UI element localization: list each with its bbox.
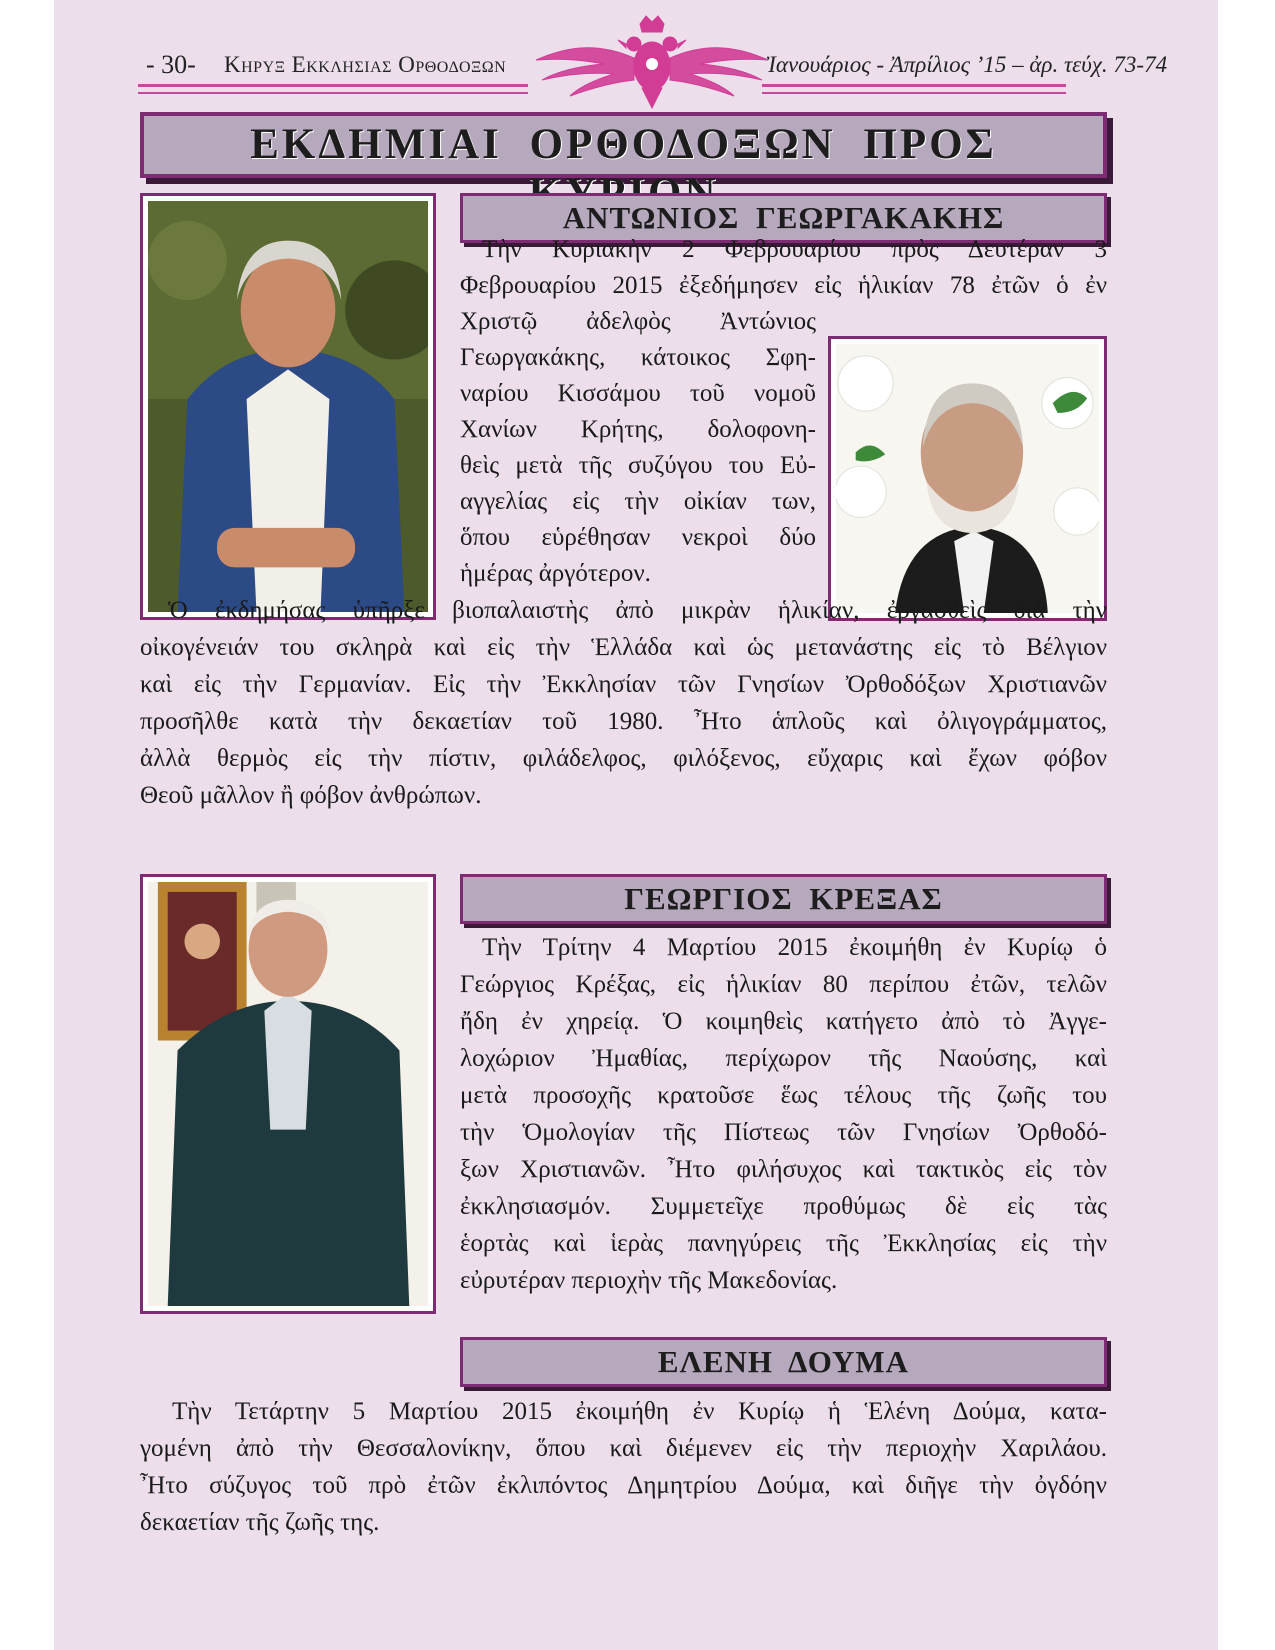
- text-line: ἑορτὰς καὶ ἱερὰς πανηγύρεις τῆς Ἐκκλησίας εἰς τὴν: [460, 1230, 1107, 1257]
- page: [54, 0, 1218, 1650]
- text-line: οἰκογένειάν του σκληρὰ καὶ εἰς τὴν Ἑλλάδα καὶ ὡς μετανάστης εἰς τὸ Βέλγιον: [140, 634, 1107, 661]
- text-line: ἡμέρας ἀργότερον.: [460, 560, 651, 587]
- text-line: αγγελίας εἰς τὴν οἰκίαν των,: [460, 488, 816, 515]
- text-line: μετὰ προσοχῆς κρατοῦσε ἕως τέλους τῆς ζωῆς του: [460, 1082, 1107, 1109]
- text-line: Χριστῷ ἀδελφὸς Ἀντώνιος: [460, 308, 816, 335]
- funeral-photo-antonios: [828, 336, 1107, 621]
- name-antonios: ΑΝΤΩΝΙΟΣ ΓΕΩΡΓΑΚΑΚΗΣ: [562, 200, 1005, 235]
- text-line: προσῆλθε κατὰ τὴν δεκαετίαν τοῦ 1980. Ἦτο ἁπλοῦς καὶ ὀλιγογράμματος,: [140, 708, 1107, 735]
- text-line: γομένη ἀπὸ τὴν Θεσσαλονίκην, ὅπου καὶ διέμενεν εἰς τὴν περιοχὴν Χαριλάου.: [140, 1435, 1107, 1462]
- page-number: - 30-: [146, 50, 196, 79]
- text-line: Γεωργακάκης, κάτοικος Σφη-: [460, 344, 816, 371]
- header-rule-right: [762, 84, 1066, 87]
- text-line: ἤδη ἐν χηρείᾳ. Ὁ κοιμηθεὶς κατήγετο ἀπὸ τὸ Ἀγγε-: [460, 1008, 1107, 1035]
- text-line: Θεοῦ μᾶλλον ἢ φόβον ἀνθρώπων.: [140, 782, 482, 809]
- text-line: ὅπου εὑρέθησαν νεκροὶ δύο: [460, 524, 816, 551]
- text-line: δεκαετίαν τῆς ζωῆς της.: [140, 1509, 380, 1536]
- header-rule-left-2: [138, 92, 528, 94]
- name-eleni: ΕΛΕΝΗ ΔΟΥΜΑ: [657, 1344, 910, 1379]
- section-banner: [140, 112, 1107, 178]
- name-georgios: ΓΕΩΡΓΙΟΣ ΚΡΕΞΑΣ: [624, 881, 943, 916]
- header-rule-left: [138, 84, 528, 87]
- text-line: Τὴν Τρίτην 4 Μαρτίου 2015 ἐκοιμήθη ἐν Κυρίῳ ὁ: [482, 934, 1107, 961]
- text-line: ναρίου Κισσάμου τοῦ νομοῦ: [460, 380, 816, 407]
- text-line: ἀλλὰ θερμὸς εἰς τὴν πίστιν, φιλάδελφος, φιλόξενος, εὔχαρις καὶ ἔχων φόβον: [140, 745, 1107, 772]
- issue-info: Ἰανουάριος - Ἀπρίλιος ’15 – ἀρ. τεύχ. 73-74: [766, 52, 1168, 77]
- text-line: ξων Χριστιανῶν. Ἦτο φιλήσυχος καὶ τακτικὸς εἰς τὸν: [460, 1156, 1107, 1183]
- header-rule-right-2: [762, 92, 1066, 94]
- text-line: Ἦτο σύζυγος τοῦ πρὸ ἐτῶν ἐκλιπόντος Δημητρίου Δούμα, καὶ διῆγε τὴν ὀγδόην: [140, 1472, 1107, 1499]
- text-line: θεὶς μετὰ τῆς συζύγου του Εὐ-: [460, 452, 816, 479]
- journal-title: Κηρυξ Εκκλησιασ Ορθοδοξων: [224, 52, 507, 77]
- portrait-photo-antonios: [140, 193, 436, 620]
- text-line: εὐρυτέραν περιοχὴν τῆς Μακεδονίας.: [460, 1267, 838, 1294]
- text-line: λοχώριον Ἠμαθίας, περίχωρον τῆς Ναούσης, καὶ: [460, 1045, 1107, 1072]
- text-line: καὶ εἰς τὴν Γερμανίαν. Εἰς τὴν Ἐκκλησίαν τῶν Γνησίων Ὀρθοδόξων Χριστιανῶν: [140, 671, 1107, 698]
- double-headed-eagle-emblem: [522, 14, 782, 110]
- text-line: Χανίων Κρήτης, δολοφονη-: [460, 416, 816, 443]
- text-line: ἐκκλησιασμόν. Συμμετεῖχε προθύμως δὲ εἰς τὰς: [460, 1193, 1107, 1220]
- text-line: Τὴν Τετάρτην 5 Μαρτίου 2015 ἐκοιμήθη ἐν Κυρίῳ ἡ Ἑλένη Δούμα, κατα-: [172, 1398, 1107, 1425]
- text-line: τὴν Ὁμολογίαν τῆς Πίστεως τῶν Γνησίων Ὀρθοδό-: [460, 1119, 1107, 1146]
- portrait-photo-georgios: [140, 874, 436, 1314]
- text-line: Φεβρουαρίου 2015 ἐξεδήμησεν εἰς ἡλικίαν 78 ἐτῶν ὁ ἐν: [460, 272, 1107, 299]
- text-line: Ὁ ἐκδημήσας ὑπῆρξε βιοπαλαιστὴς ἀπὸ μικρὰν ἡλικίαν, ἐργασθεὶς διὰ τὴν: [168, 597, 1107, 624]
- name-box-eleni: [460, 1337, 1107, 1387]
- name-box-georgios: [460, 874, 1107, 924]
- section-title: ΕΚΔΗΜΙΑΙ ΟΡΘΟΔΟΞΩΝ ΠΡΟΣ: [250, 121, 997, 168]
- text-line: Γεώργιος Κρέξας, εἰς ἡλικίαν 80 περίπου ἐτῶν, τελῶν: [460, 971, 1107, 998]
- text-line: Τὴν Κυριακὴν 2 Φεβρουαρίου πρὸς Δευτέραν 3: [482, 236, 1107, 263]
